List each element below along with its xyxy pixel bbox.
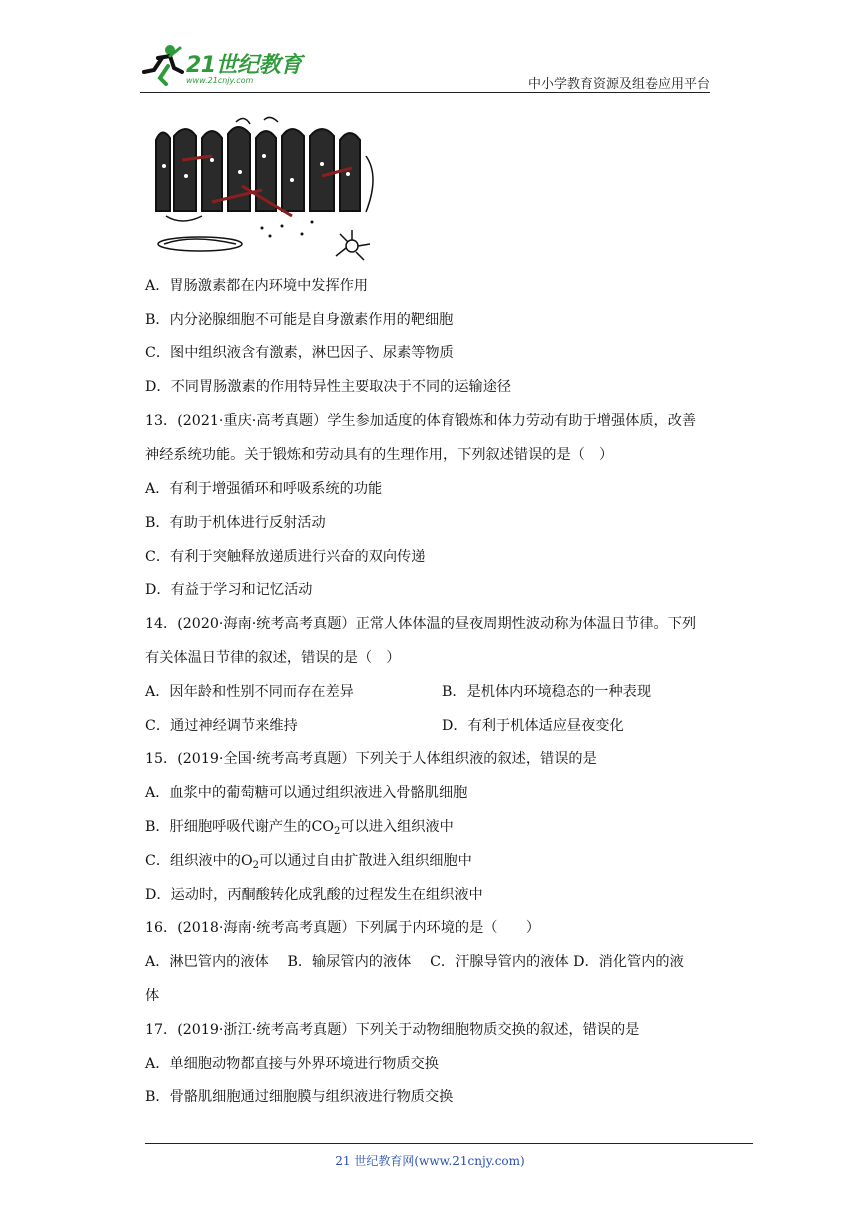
platform-title: 中小学教育资源及组卷应用平台 bbox=[527, 77, 710, 92]
q16-options-line2: 体 bbox=[145, 988, 160, 1004]
q15-stem: 15．(2019·全国·统考高考真题）下列关于人体组织液的叙述，错误的是 bbox=[145, 751, 597, 767]
q14-option-d: D．有利于机体适应昼夜变化 bbox=[442, 718, 624, 734]
q14-option-a: A．因年龄和性别不同而存在差异 bbox=[145, 684, 354, 700]
q17-stem: 17．(2019·浙江·统考高考真题）下列关于动物细胞物质交换的叙述，错误的是 bbox=[145, 1022, 640, 1038]
q13-stem-line2: 神经系统功能。关于锻炼和劳动具有的生理作用，下列叙述错误的是（ ） bbox=[145, 447, 614, 463]
q17-option-b: B．骨骼肌细胞通过细胞膜与组织液进行物质交换 bbox=[145, 1089, 454, 1105]
q12-option-c: C．图中组织液含有激素，淋巴因子、尿素等物质 bbox=[145, 345, 454, 361]
q13-option-a: A．有利于增强循环和呼吸系统的功能 bbox=[145, 481, 383, 497]
q13-option-d: D．有益于学习和记忆活动 bbox=[145, 582, 313, 598]
logo-url: www.21cnjy.com bbox=[186, 76, 254, 85]
q16-stem: 16．(2018·海南·统考高考真题）下列属于内环境的是（ ） bbox=[145, 920, 541, 936]
q16-options-line1: A．淋巴管内的液体 B．输尿管内的液体 C．汗腺导管内的液体 D．消化管内的液 bbox=[145, 954, 684, 970]
q15-option-a: A．血浆中的葡萄糖可以通过组织液进入骨骼肌细胞 bbox=[145, 785, 468, 801]
page-header bbox=[140, 42, 710, 92]
q15-option-d: D．运动时，丙酮酸转化成乳酸的过程发生在组织液中 bbox=[145, 887, 483, 903]
q15-option-b-pre: B．肝细胞呼吸代谢产生的CO bbox=[145, 819, 334, 835]
q12-option-d: D．不同胃肠激素的作用特异性主要取决于不同的运输途径 bbox=[145, 379, 512, 395]
q14-option-b: B．是机体内环境稳态的一种表现 bbox=[442, 684, 652, 700]
q15-option-b bbox=[145, 817, 454, 837]
q14-option-c: C．通过神经调节来维持 bbox=[145, 718, 298, 734]
q15-option-c-post: 可以通过自由扩散进入组织细胞中 bbox=[259, 853, 472, 869]
q15-option-c-sub: 2 bbox=[252, 860, 259, 871]
gut-epithelium-figure bbox=[152, 116, 388, 262]
q15-option-c-pre: C．组织液中的O bbox=[145, 853, 253, 869]
q13-option-c: C．有利于突触释放递质进行兴奋的双向传递 bbox=[145, 549, 426, 565]
q14-stem-line1: 14．(2020·海南·统考高考真题）正常人体体温的昼夜周期性波动称为体温日节律。下列 bbox=[145, 616, 697, 632]
q13-option-b: B．有助于机体进行反射活动 bbox=[145, 515, 326, 531]
header-divider bbox=[140, 92, 710, 93]
q12-option-a: A．胃肠激素都在内环境中发挥作用 bbox=[145, 278, 369, 294]
q14-stem-line2: 有关体温日节律的叙述，错误的是（ ） bbox=[145, 650, 401, 666]
q12-option-b: B．内分泌腺细胞不可能是自身激素作用的靶细胞 bbox=[145, 312, 454, 328]
runner-icon bbox=[140, 42, 186, 86]
q13-stem-line1: 13．(2021·重庆·高考真题）学生参加适度的体育锻炼和体力劳动有助于增强体质，改善 bbox=[145, 413, 697, 429]
q15-option-c bbox=[145, 851, 472, 871]
footer-divider bbox=[145, 1143, 753, 1144]
site-logo bbox=[140, 42, 310, 92]
logo-text: 21世纪教育 bbox=[186, 53, 302, 78]
q15-option-b-sub: 2 bbox=[333, 826, 341, 837]
q15-option-b-post: 可以进入组织液中 bbox=[340, 819, 454, 835]
q17-option-a: A．单细胞动物都直接与外界环境进行物质交换 bbox=[145, 1056, 439, 1072]
footer-link[interactable]: 21 世纪教育网(www.21cnjy.com) bbox=[335, 1154, 525, 1168]
